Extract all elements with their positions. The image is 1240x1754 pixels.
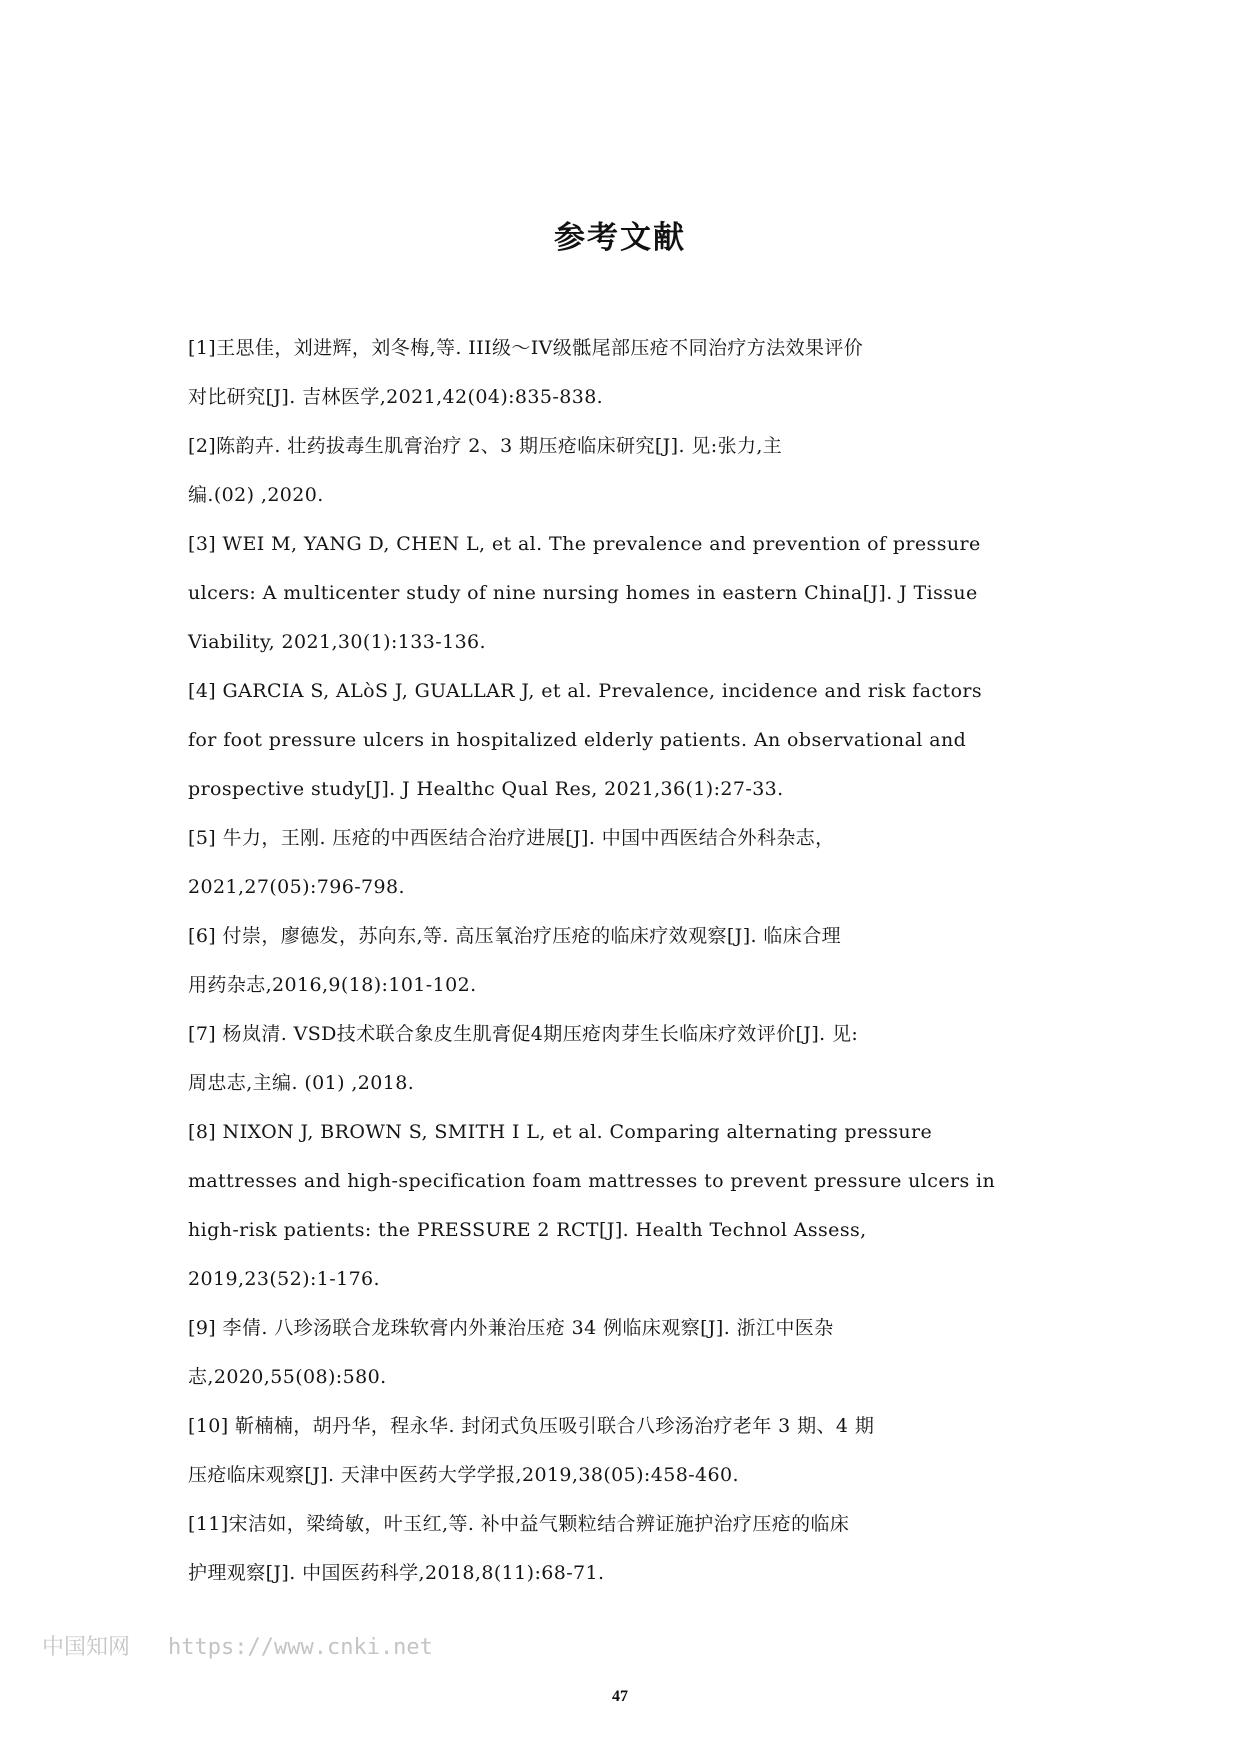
reference-item <box>188 912 1056 1010</box>
reference-line: ulcers: A multicenter study of nine nursing homes in eastern China[J]. J Tissue <box>188 582 978 604</box>
reference-line: [9] 李倩. 八珍汤联合龙珠软膏内外兼治压疮 34 例临床观察[J]. 浙江中医杂 <box>188 1317 834 1339</box>
reference-line: [5] 牛力，王刚. 压疮的中西医结合治疗进展[J]. 中国中西医结合外科杂志， <box>188 827 835 849</box>
reference-line: 压疮临床观察[J]. 天津中医药大学学报,2019,38(05):458-460. <box>188 1464 739 1486</box>
reference-item <box>188 667 1056 814</box>
watermark-url: https://www.cnki.net <box>168 1635 433 1660</box>
reference-line: Viability, 2021,30(1):133-136. <box>188 631 486 653</box>
reference-line: [6] 付崇，廖德发，苏向东,等. 高压氧治疗压疮的临床疗效观察[J]. 临床合理 <box>188 925 841 947</box>
reference-line: 护理观察[J]. 中国医药科学,2018,8(11):68-71. <box>188 1562 605 1584</box>
reference-line: [2]陈韵卉. 壮药拔毒生肌膏治疗 2、3 期压疮临床研究[J]. 见:张力,主 <box>188 435 783 457</box>
reference-line: [8] NIXON J, BROWN S, SMITH I L, et al. Comparing alternating pressure <box>188 1121 933 1143</box>
reference-line: 用药杂志,2016,9(18):101-102. <box>188 974 477 996</box>
reference-line: prospective study[J]. J Healthc Qual Res, 2021,36(1):27-33. <box>188 778 784 800</box>
reference-item <box>188 520 1056 667</box>
reference-item <box>188 814 1056 912</box>
reference-line: 编.(02) ,2020. <box>188 484 324 506</box>
watermark <box>42 1630 433 1661</box>
reference-line: [4] GARCIA S, ALòS J, GUALLAR J, et al. Prevalence, incidence and risk factors <box>188 680 983 702</box>
reference-line: [3] WEI M, YANG D, CHEN L, et al. The prevalence and prevention of pressure <box>188 533 981 555</box>
reference-line: [10] 靳楠楠，胡丹华，程永华. 封闭式负压吸引联合八珍汤治疗老年 3 期、4 期 <box>188 1415 875 1437</box>
reference-line: 2021,27(05):796-798. <box>188 876 405 898</box>
reference-item <box>188 422 1056 520</box>
reference-item <box>188 1500 1056 1598</box>
reference-line: 志,2020,55(08):580. <box>188 1366 387 1388</box>
reference-item <box>188 1402 1056 1500</box>
watermark-brand: 中国知网 <box>42 1635 131 1660</box>
reference-item <box>188 324 1056 422</box>
reference-line: [1]王思佳，刘进辉，刘冬梅,等. III级～IV级骶尾部压疮不同治疗方法效果评价 <box>188 337 864 359</box>
reference-line: [11]宋洁如，梁绮敏，叶玉红,等. 补中益气颗粒结合辨证施护治疗压疮的临床 <box>188 1513 850 1535</box>
page-number: 47 <box>612 1688 628 1705</box>
reference-line: 周忠志,主编. (01) ,2018. <box>188 1072 415 1094</box>
reference-line: [7] 杨岚清. VSD技术联合象皮生肌膏促4期压疮肉芽生长临床疗效评价[J]. 见: <box>188 1023 859 1045</box>
reference-line: mattresses and high-specification foam mattresses to prevent pressure ulcers in <box>188 1170 996 1192</box>
reference-line: for foot pressure ulcers in hospitalized elderly patients. An observational and <box>188 729 967 751</box>
reference-line: 2019,23(52):1-176. <box>188 1268 380 1290</box>
reference-item <box>188 1010 1056 1108</box>
reference-line: high-risk patients: the PRESSURE 2 RCT[J]. Health Technol Assess, <box>188 1219 867 1241</box>
reference-item <box>188 1108 1056 1304</box>
page-title: 参考文献 <box>554 220 686 256</box>
reference-line: 对比研究[J]. 吉林医学,2021,42(04):835-838. <box>188 386 604 408</box>
reference-item <box>188 1304 1056 1402</box>
reference-list <box>188 324 1056 1598</box>
